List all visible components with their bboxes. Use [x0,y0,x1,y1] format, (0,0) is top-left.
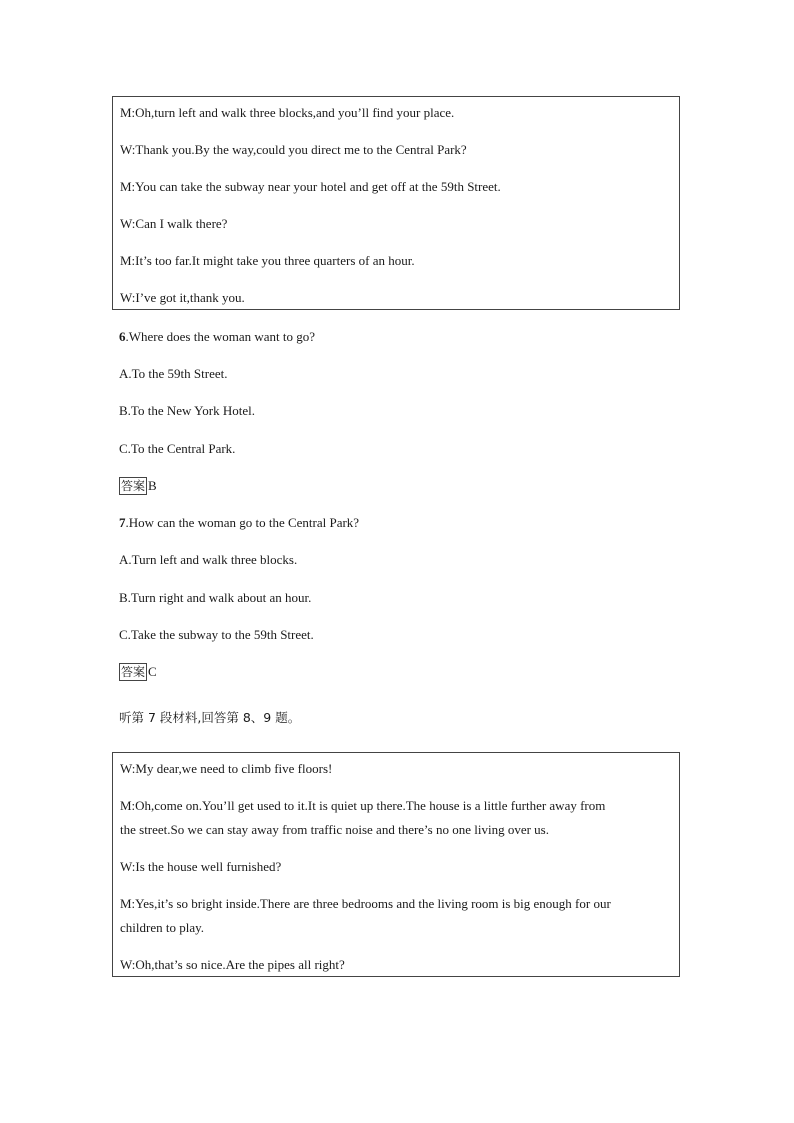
answer-label: 答案 [121,479,146,493]
dialogue-line: M:It’s too far.It might take you three quarters of an hour. [120,253,415,268]
dialogue-line: W:Can I walk there? [120,216,228,231]
dialogue-line: W:Thank you.By the way,could you direct me to the Central Park? [120,142,467,157]
section-intro: 听第 7 段材料,回答第 8、9 题。 [119,710,301,725]
dialogue-line: M:Yes,it’s so bright inside.There are three bedrooms and the living room is big enough for our [120,896,611,911]
question-7 [119,511,359,535]
question-6 [119,325,315,349]
dialogue-line: W:My dear,we need to climb five floors! [120,761,333,776]
dialogue-box-1 [112,96,680,310]
answer-value: B [148,478,157,493]
answer-row [119,660,157,684]
dialogue-line: W:Oh,that’s so nice.Are the pipes all right? [120,957,345,972]
option-a: A.Turn left and walk three blocks. [119,552,298,567]
dialogue-line: W:Is the house well furnished? [120,859,282,874]
option-a: A.To the 59th Street. [119,366,228,381]
dialogue-line: W:I’ve got it,thank you. [120,290,245,305]
dialogue-line: M:Oh,come on.You’ll get used to it.It is quiet up there.The house is a little further away from [120,798,606,813]
dialogue-line: the street.So we can stay away from traffic noise and there’s no one living over us. [120,822,549,837]
question-number: 7 [119,515,126,530]
question-text: .Where does the woman want to go? [125,329,316,344]
answer-value: C [148,664,157,679]
dialogue-line: M:You can take the subway near your hotel and get off at the 59th Street. [120,179,501,194]
option-c: C.Take the subway to the 59th Street. [119,627,314,642]
option-b: B.To the New York Hotel. [119,403,255,418]
dialogue-line: M:Oh,turn left and walk three blocks,and you’ll find your place. [120,105,455,120]
answer-row [119,474,157,498]
dialogue-box-2 [112,752,680,977]
question-text: .How can the woman go to the Central Park? [125,515,360,530]
answer-label: 答案 [121,665,146,679]
dialogue-line: children to play. [120,920,204,935]
question-number: 6 [119,329,126,344]
option-c: C.To the Central Park. [119,441,236,456]
option-b: B.Turn right and walk about an hour. [119,590,312,605]
